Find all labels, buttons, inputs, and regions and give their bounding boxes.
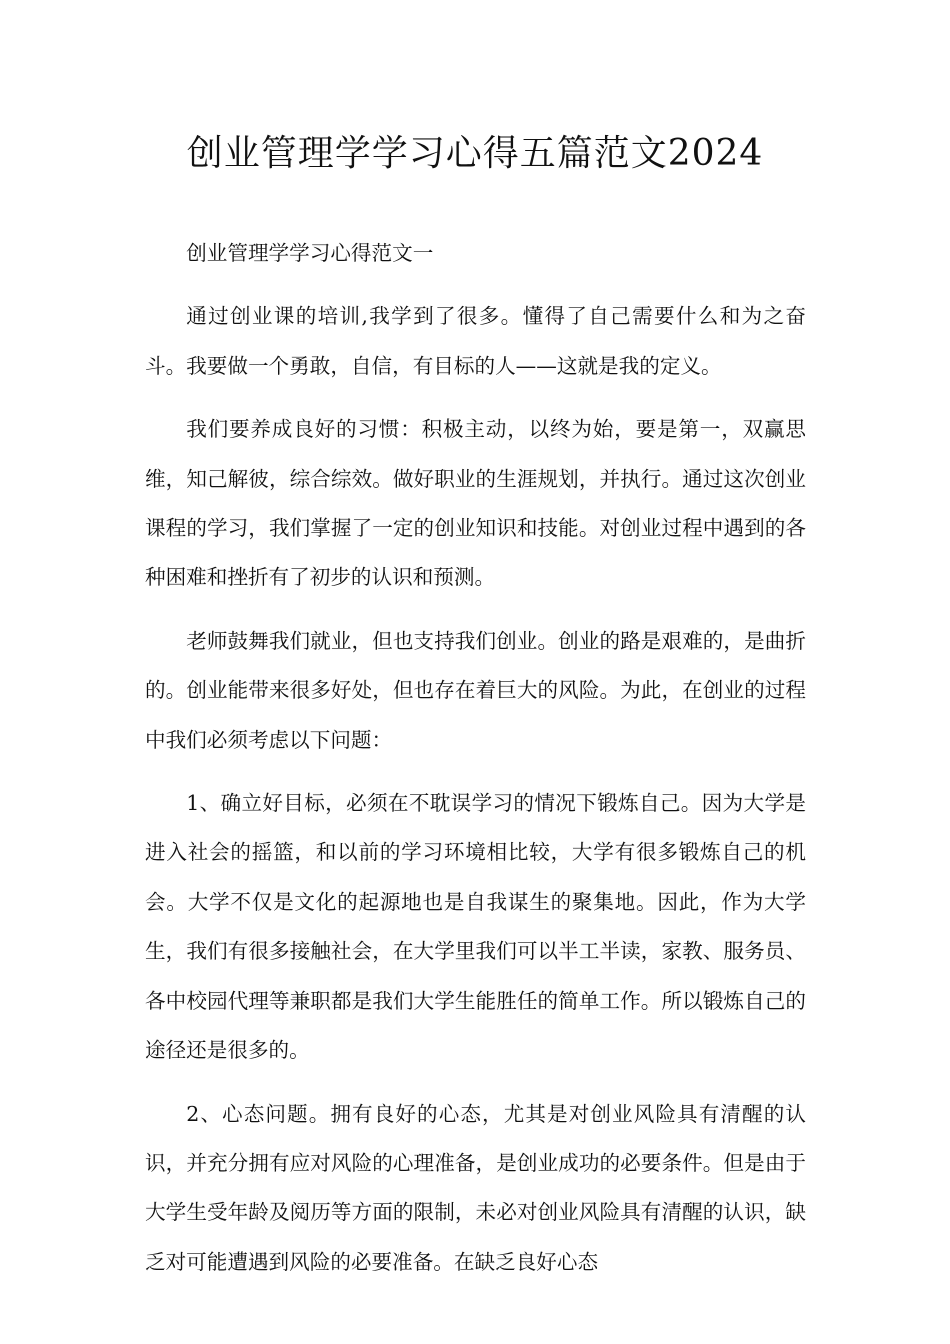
document-title: 创业管理学学习心得五篇范文2024 xyxy=(186,133,764,174)
section-heading: 创业管理学学习心得范文一 xyxy=(186,241,434,265)
paragraph-1: 通过创业课的培训,我学到了很多。懂得了自己需要什么和为之奋斗。我要做一个勇敢，自信，有目标的人——这就是我的定义。 xyxy=(145,304,806,378)
paragraph-4: 1、确立好目标，必须在不耽误学习的情况下锻炼自己。因为大学是进入社会的摇篮，和以前的学习环境相比较，大学有很多锻炼自己的机会。大学不仅是文化的起源地也是自我谋生的聚集地。因此，作为大学生，我们有很多接触社会，在大学里我们可以半工半读，家教、服务员、各中校园代理等兼职都是我们大学生能胜任的简单工作。所以锻炼自己的途径还是很多的。 xyxy=(145,791,806,1063)
paragraph-3: 老师鼓舞我们就业，但也支持我们创业。创业的路是艰难的，是曲折的。创业能带来很多好处，但也存在着巨大的风险。为此，在创业的过程中我们必须考虑以下问题： xyxy=(145,628,806,752)
paragraph-5: 2、心态问题。拥有良好的心态，尤其是对创业风险具有清醒的认识，并充分拥有应对风险的心理准备，是创业成功的必要条件。但是由于大学生受年龄及阅历等方面的限制，未必对创业风险具有清醒的认识，缺乏对可能遭遇到风险的必要准备。在缺乏良好心态 xyxy=(145,1101,806,1274)
document-body xyxy=(145,229,806,1301)
paragraph-2: 我们要养成良好的习惯：积极主动，以终为始，要是第一，双赢思维，知己解彼，综合综效。做好职业的生涯规划，并执行。通过这次创业课程的学习，我们掌握了一定的创业知识和技能。对创业过程中遇到的各种困难和挫折有了初步的认识和预测。 xyxy=(145,417,806,590)
